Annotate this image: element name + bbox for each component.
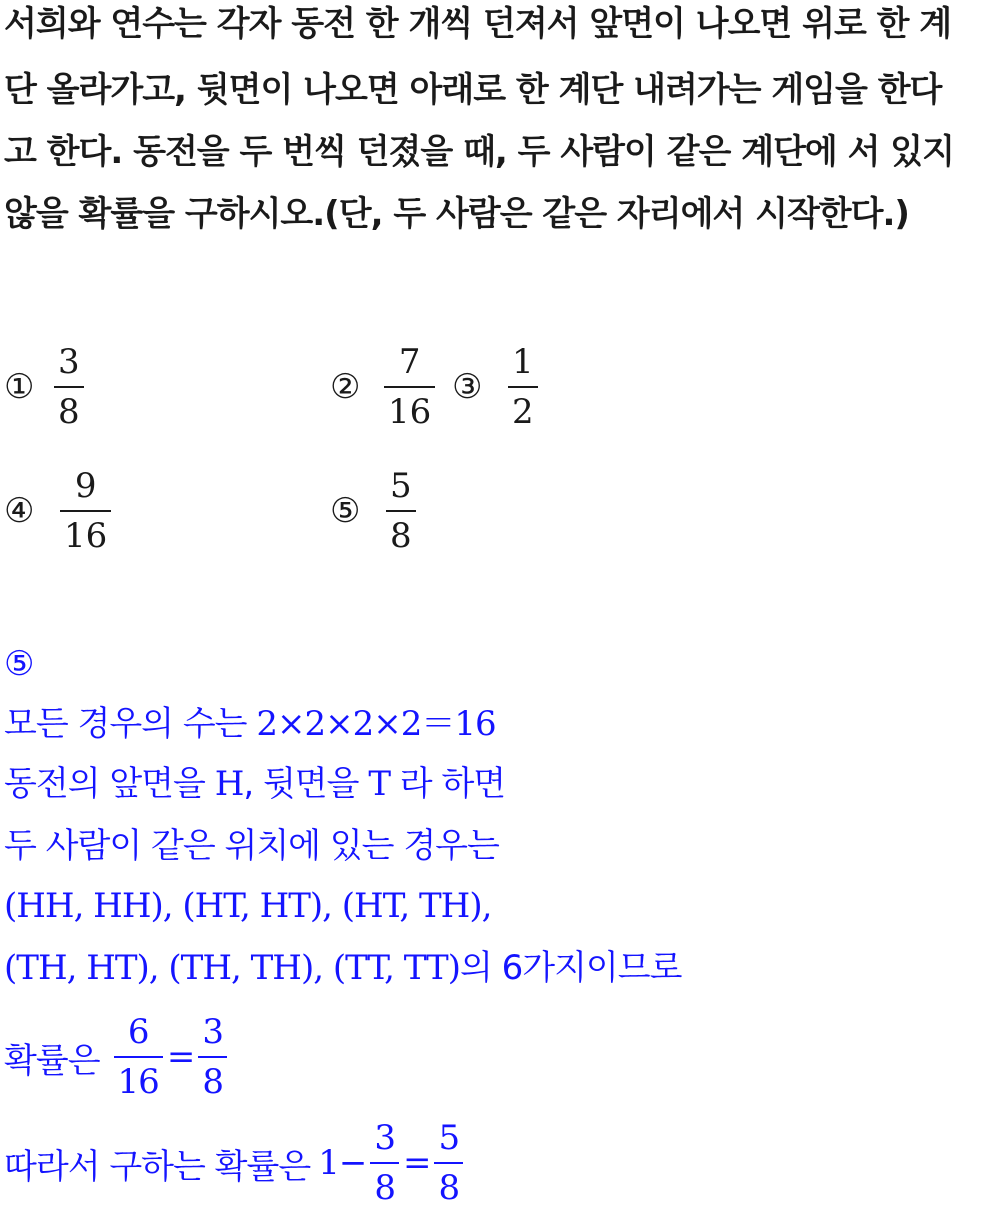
choice-3-label: ③ bbox=[452, 367, 483, 407]
choice-1-denominator: 8 bbox=[58, 392, 80, 432]
solution-line-7-frac1-num: 3 bbox=[374, 1118, 395, 1158]
choice-2-label: ② bbox=[330, 367, 361, 407]
solution-line-2-h: H bbox=[214, 764, 244, 804]
solution-line-6-frac1-den: 16 bbox=[117, 1062, 159, 1102]
question-line-2: 단 올라가고, 뒷면이 나오면 아래로 한 계단 내려가는 게임을 한다 bbox=[4, 70, 942, 110]
solution-answer: ⑤ bbox=[4, 644, 34, 684]
solution-line-1-text: 모든 경우의 수는 bbox=[4, 704, 257, 744]
solution-line-2-text-b: , 뒷면을 bbox=[243, 764, 369, 804]
choice-1-numerator: 3 bbox=[58, 342, 80, 382]
choice-5-fraction bbox=[386, 466, 416, 556]
solution-line-5-math: (TH, HT), (TH, TH), (TT, TT) bbox=[4, 948, 460, 988]
solution-line-2-text-c: 라 하면 bbox=[390, 764, 506, 804]
solution-line-6-frac1-num: 6 bbox=[127, 1012, 149, 1052]
solution-line-1-math: 2×2×2×2＝16 bbox=[256, 704, 496, 744]
choice-3-denominator: 2 bbox=[512, 392, 534, 432]
solution-line-7-frac2-num: 5 bbox=[438, 1118, 460, 1158]
choice-1[interactable] bbox=[4, 342, 84, 432]
solution-line-6-frac2-den: 8 bbox=[202, 1062, 223, 1102]
solution-line-6-equals: = bbox=[166, 1037, 195, 1077]
choice-5[interactable] bbox=[330, 466, 416, 556]
solution-line-2-text-a: 동전의 앞면을 bbox=[4, 764, 215, 804]
question-line-1: 서희와 연수는 각자 동전 한 개씩 던져서 앞면이 나오면 위로 한 계 bbox=[4, 4, 952, 44]
choice-2-denominator: 16 bbox=[388, 392, 432, 432]
choice-3-fraction bbox=[508, 342, 538, 432]
solution-line-7-one-minus: 1− bbox=[318, 1143, 367, 1183]
solution-line-6-text: 확률은 bbox=[4, 1040, 100, 1081]
question-line-4: 않을 확률을 구하시오.(단, 두 사람은 같은 자리에서 시작한다.) bbox=[4, 194, 909, 234]
question-line-3: 고 한다. 동전을 두 번씩 던졌을 때, 두 사람이 같은 계단에 서 있지 bbox=[4, 132, 954, 172]
choice-4-denominator: 16 bbox=[64, 516, 108, 556]
solution-line-3: 두 사람이 같은 위치에 있는 경우는 bbox=[4, 826, 499, 866]
solution-line-1 bbox=[4, 704, 496, 744]
solution-line-7-fraction-2 bbox=[434, 1118, 463, 1208]
choice-5-label: ⑤ bbox=[330, 491, 361, 531]
choice-3[interactable] bbox=[452, 342, 538, 432]
solution-line-7-equals: = bbox=[402, 1143, 431, 1183]
choice-4[interactable] bbox=[4, 466, 111, 556]
solution-line-7-frac2-den: 8 bbox=[438, 1168, 460, 1208]
choice-2[interactable] bbox=[330, 342, 435, 432]
solution-line-7-frac1-den: 8 bbox=[374, 1168, 395, 1208]
choice-5-denominator: 8 bbox=[390, 516, 412, 556]
solution-line-6-frac2-num: 3 bbox=[202, 1012, 223, 1052]
solution-line-6-fraction-1 bbox=[114, 1012, 163, 1102]
solution-line-4-math: (HH, HH), (HT, HT), (HT, TH), bbox=[4, 886, 492, 926]
choice-2-numerator: 7 bbox=[398, 342, 421, 382]
solution-line-5 bbox=[4, 948, 681, 988]
choice-2-fraction bbox=[384, 342, 435, 432]
solution-line-2-t: T bbox=[368, 764, 390, 804]
solution-line-5-text: 의 6가지이므로 bbox=[459, 948, 682, 988]
solution-line-7-fraction-1 bbox=[370, 1118, 399, 1208]
choice-4-fraction bbox=[60, 466, 111, 556]
solution-line-4 bbox=[4, 886, 491, 926]
solution-line-2 bbox=[4, 764, 505, 804]
solution-line-7-text: 따라서 구하는 확률은 bbox=[4, 1146, 311, 1187]
choice-4-numerator: 9 bbox=[74, 466, 97, 506]
solution-line-6 bbox=[4, 1012, 227, 1102]
solution-line-6-fraction-2 bbox=[198, 1012, 227, 1102]
choice-1-label: ① bbox=[4, 367, 35, 407]
choice-3-numerator: 1 bbox=[512, 342, 534, 382]
choice-5-numerator: 5 bbox=[390, 466, 412, 506]
choice-1-fraction bbox=[54, 342, 84, 432]
solution-line-7 bbox=[4, 1118, 463, 1208]
choice-4-label: ④ bbox=[4, 491, 35, 531]
